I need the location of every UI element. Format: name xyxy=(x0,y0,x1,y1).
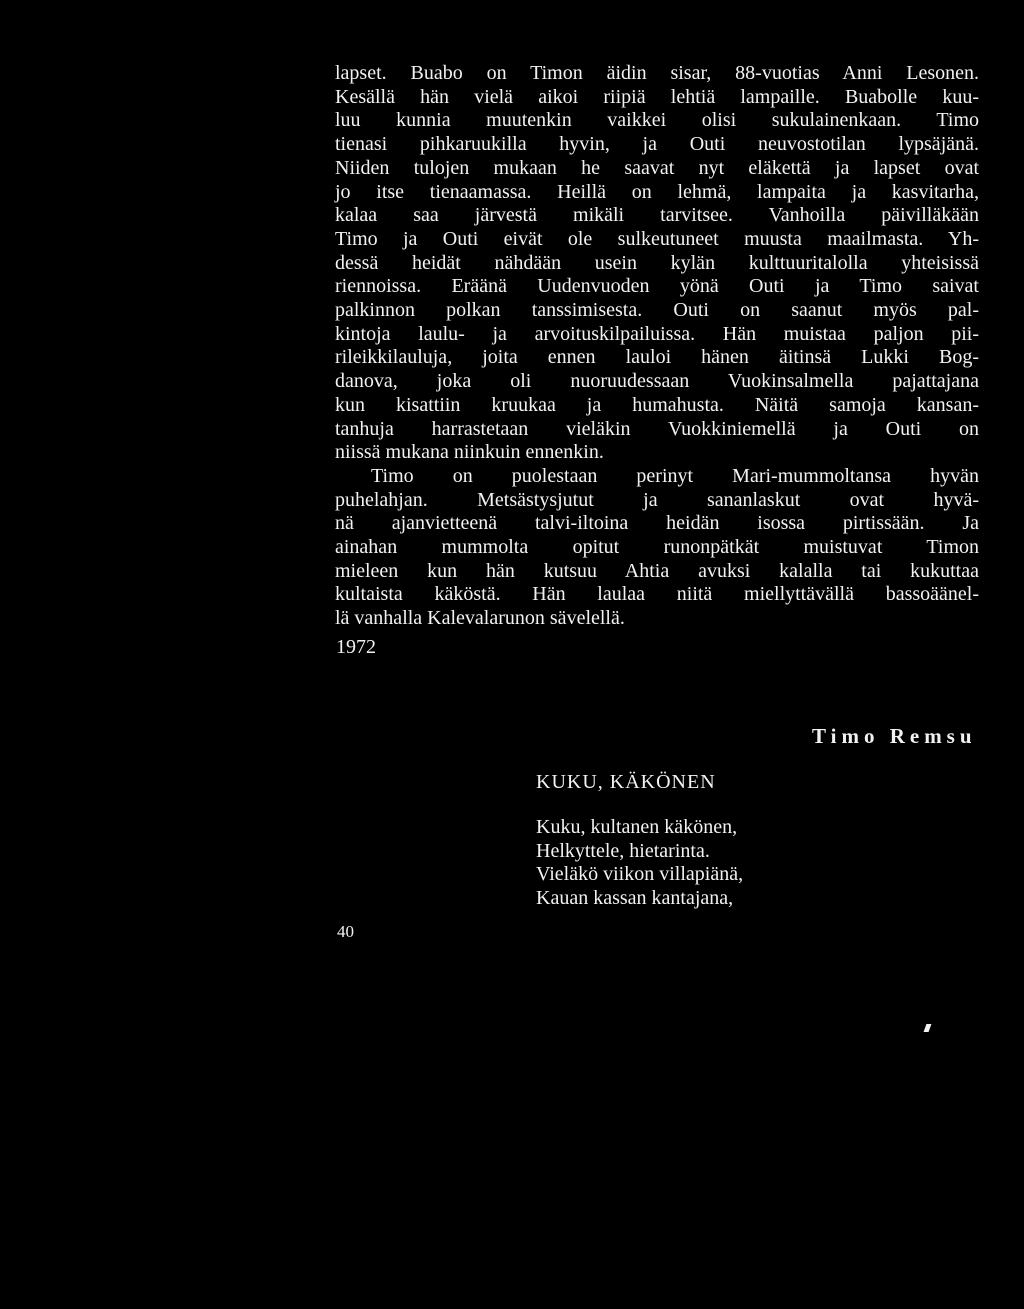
article-line: niissä mukana niinkuin ennenkin. xyxy=(335,441,604,464)
article-year: 1972 xyxy=(336,636,376,658)
article-line: tanhuja harrastetaan vieläkin Vuokkiniemellä ja Outi on xyxy=(335,417,979,440)
article-line: jo itse tienaamassa. Heillä on lehmä, lampaita ja kasvitarha, xyxy=(335,180,979,203)
poem-line: Kauan kassan kantajana, xyxy=(536,886,734,909)
article-line: luu kunnia muutenkin vaikkei olisi sukulainenkaan. Timo xyxy=(335,109,979,132)
article-line: Timo ja Outi eivät ole sulkeutuneet muusta maailmasta. Yh- xyxy=(335,227,979,250)
author-name: Timo Remsu xyxy=(812,724,977,748)
article-line: kultaista käköstä. Hän laulaa niitä miellyttävällä bassoäänel- xyxy=(335,583,979,606)
article-line: ainahan mummolta opitut runonpätkät muistuvat Timon xyxy=(335,536,979,559)
article-line: kun kisattiin kruukaa ja humahusta. Näitä samoja kansan- xyxy=(335,393,979,416)
article-line: kalaa saa järvestä mikäli tarvitsee. Vanhoilla päivilläkään xyxy=(335,204,979,227)
article-line: rileikkilauluja, joita ennen lauloi hänen äitinsä Lukki Bog- xyxy=(335,346,979,369)
poem-line: Helkyttele, hietarinta. xyxy=(536,839,710,862)
article-line: riennoissa. Eräänä Uudenvuoden yönä Outi ja Timo saivat xyxy=(335,275,979,298)
poem-line: Vieläkö viikon villapiänä, xyxy=(536,863,744,885)
article-line: palkinnon polkan tanssimisesta. Outi on saanut myös pal- xyxy=(335,299,979,322)
page-number: 40 xyxy=(337,922,354,941)
poem-body xyxy=(536,816,743,910)
article-line: lapset. Buabo on Timon äidin sisar, 88-vuotias Anni Lesonen. xyxy=(335,62,979,84)
poem-line: Kuku, kultanen käkönen, xyxy=(536,816,738,838)
article-line: nä ajanvietteenä talvi-iltoina heidän isossa pirtissään. Ja xyxy=(335,512,979,535)
article-line: lä vanhalla Kalevalarunon sävelellä. xyxy=(335,607,625,630)
print-speck xyxy=(924,1024,932,1032)
article-line: tienasi pihkaruukilla hyvin, ja Outi neuvostotilan lypsäjänä. xyxy=(335,133,979,156)
article-line: danova, joka oli nuoruudessaan Vuokinsalmella pajattajana xyxy=(335,370,979,393)
article-line: kintoja laulu- ja arvoituskilpailuissa. Hän muistaa paljon pii- xyxy=(335,322,979,345)
article-line: mieleen kun hän kutsuu Ahtia avuksi kalalla tai kukuttaa xyxy=(335,559,979,582)
article-line: puhelahjan. Metsästysjutut ja sananlaskut ovat hyvä- xyxy=(335,488,979,511)
article-line: dessä heidät nähdään usein kylän kulttuuritalolla yhteisissä xyxy=(335,251,979,274)
article-line: Timo on puolestaan perinyt Mari-mummoltansa hyvän xyxy=(371,464,979,487)
article-line: Kesällä hän vielä aikoi riipiä lehtiä lampaille. Buabolle kuu- xyxy=(335,85,979,108)
poem-title: KUKU, KÄKÖNEN xyxy=(536,771,716,793)
article-line: Niiden tulojen mukaan he saavat nyt eläkettä ja lapset ovat xyxy=(335,156,979,179)
article-body xyxy=(335,62,979,631)
